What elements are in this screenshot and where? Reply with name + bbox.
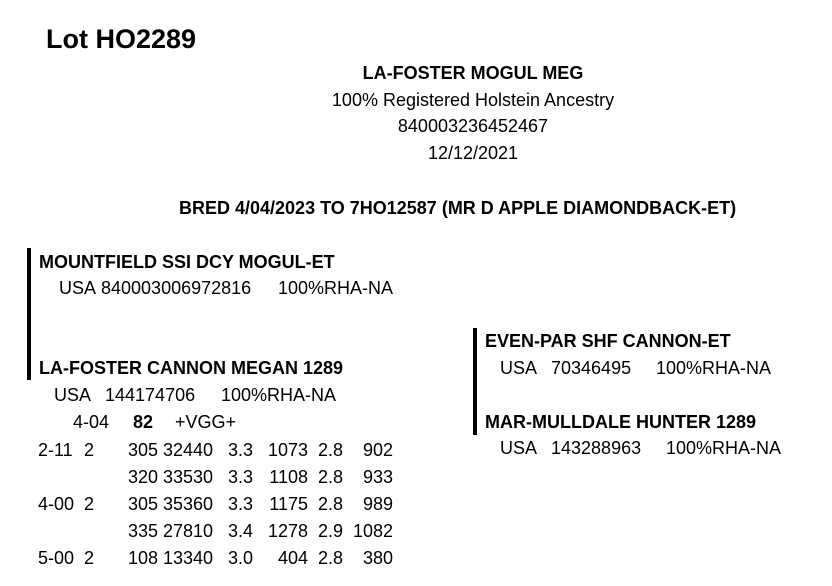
record-cell: 1175	[269, 494, 308, 514]
pedigree-bracket-left	[27, 248, 31, 380]
record-cell: 320	[127, 467, 158, 487]
sire-rha: 100%RHA-NA	[278, 278, 394, 298]
record-cell	[84, 464, 108, 491]
record-cell: 2.8	[317, 494, 343, 514]
production-records-table	[38, 437, 393, 572]
dam-rha: 100%RHA-NA	[221, 385, 337, 405]
dam-score: 82	[133, 412, 154, 432]
record-cell: 2	[84, 494, 95, 514]
record-cell: 933	[362, 467, 393, 487]
dam-sire-country: USA	[500, 358, 538, 378]
record-cell: 4-00	[38, 494, 75, 514]
record-cell: 2	[84, 548, 95, 568]
record-cell: 3.0	[227, 548, 253, 568]
record-row	[38, 464, 393, 491]
record-cell: 380	[362, 548, 393, 568]
record-cell: 335	[127, 521, 158, 541]
dam-name: LA-FOSTER CANNON MEGAN 1289	[39, 358, 344, 378]
bred-info: BRED 4/04/2023 TO 7HO12587 (MR D APPLE DIAMONDBACK-ET)	[179, 198, 737, 218]
sire-name: MOUNTFIELD SSI DCY MOGUL-ET	[39, 252, 335, 272]
record-cell: 2.9	[317, 521, 343, 541]
lot-number: Lot HO2289	[46, 24, 197, 54]
record-row	[38, 518, 393, 545]
record-row	[38, 437, 393, 464]
dam-reg: 144174706	[105, 385, 196, 405]
record-cell: 1108	[269, 467, 308, 487]
record-cell	[38, 464, 84, 491]
record-cell: 2.8	[317, 548, 343, 568]
dam-dam-country: USA	[500, 438, 538, 458]
dam-sire-reg: 70346495	[551, 358, 632, 378]
record-cell: 1073	[267, 440, 308, 460]
record-cell: 3.4	[227, 521, 253, 541]
dam-classification: +VGG+	[175, 412, 237, 432]
record-cell: 3.3	[227, 467, 253, 487]
dam-dam-rha: 100%RHA-NA	[666, 438, 782, 458]
record-row	[38, 491, 393, 518]
dam-country: USA	[54, 385, 92, 405]
record-cell: 32440	[162, 440, 213, 460]
record-cell: 3.3	[227, 494, 253, 514]
animal-id: 840003236452467	[397, 116, 549, 136]
animal-birth-date: 12/12/2021	[427, 143, 519, 163]
record-cell: 2-11	[38, 440, 73, 460]
dam-class-age: 4-04	[73, 412, 110, 432]
sire-country: USA	[59, 278, 97, 298]
sire-reg: 840003006972816	[101, 278, 252, 298]
dam-sire-rha: 100%RHA-NA	[656, 358, 772, 378]
record-cell: 2	[84, 440, 95, 460]
record-row	[38, 545, 393, 572]
record-cell: 35360	[162, 494, 213, 514]
record-cell: 989	[362, 494, 393, 514]
record-cell	[84, 518, 108, 545]
record-cell: 3.3	[227, 440, 253, 460]
record-cell	[38, 518, 84, 545]
dam-dam-name: MAR-MULLDALE HUNTER 1289	[485, 412, 757, 432]
pedigree-bracket-right	[473, 328, 477, 435]
record-cell: 27810	[162, 521, 213, 541]
animal-name: LA-FOSTER MOGUL MEG	[362, 63, 584, 83]
dam-dam-reg: 143288963	[551, 438, 642, 458]
record-cell: 305	[127, 494, 158, 514]
record-cell: 2.8	[317, 440, 343, 460]
record-cell: 5-00	[38, 548, 75, 568]
record-cell: 902	[362, 440, 393, 460]
record-cell: 2.8	[317, 467, 343, 487]
record-cell: 13340	[162, 548, 213, 568]
dam-sire-name: EVEN-PAR SHF CANNON-ET	[485, 331, 731, 351]
animal-ancestry: 100% Registered Holstein Ancestry	[331, 90, 615, 110]
record-cell: 108	[127, 548, 158, 568]
record-cell: 404	[277, 548, 308, 568]
record-cell: 33530	[162, 467, 213, 487]
record-cell: 305	[127, 440, 158, 460]
record-cell: 1278	[267, 521, 308, 541]
record-cell: 1082	[352, 521, 393, 541]
